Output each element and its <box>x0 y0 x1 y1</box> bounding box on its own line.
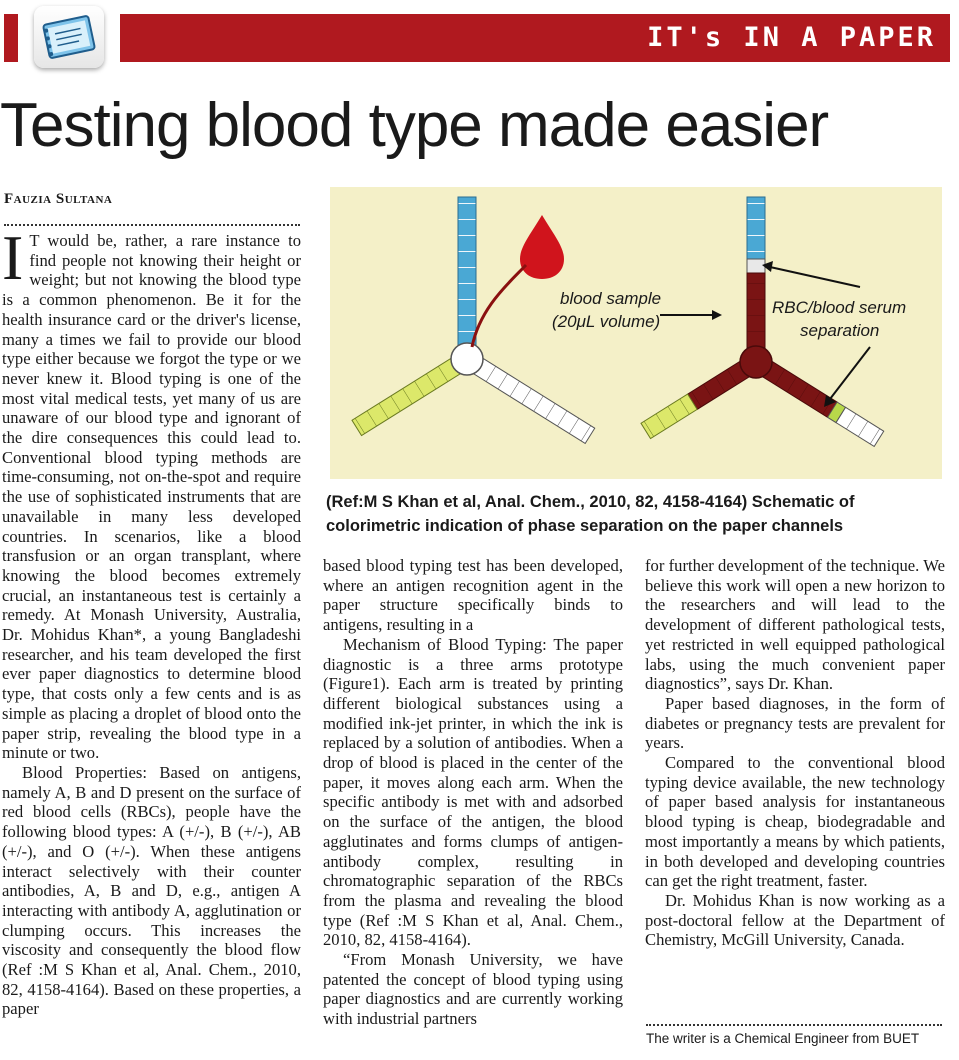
notebook-icon <box>34 6 104 68</box>
arrowhead-to-device <box>712 310 722 320</box>
blue-channel-right <box>747 197 765 259</box>
label-rbc-serum: RBC/blood serum <box>772 298 907 317</box>
sample-well <box>451 343 483 375</box>
label-blood-sample: blood sample <box>560 289 662 308</box>
blue-channel-left <box>458 197 476 355</box>
label-separation: separation <box>800 321 880 340</box>
col3-continuation: for further development of the technique. We believe this work will open a new horizon to the researchers and will lead to the development of different pathological tests, yet restricted in well equipped pathological labs, using the much convenient paper diagnostics”, says Dr. Khan. <box>645 556 945 694</box>
arrow-to-band <box>830 347 870 399</box>
article-title: Testing blood type made easier <box>0 91 829 160</box>
section-header-bar <box>120 14 950 62</box>
label-volume: (20μL volume) <box>552 312 661 331</box>
comparison-paragraph: Compared to the conventional blood typing device available, the new technology of paper based analysis for instantaneous blood typing is cheap, biodegradable and most importantly a means by which patients, in both developed and developing countries can get the right treatment, faster. <box>645 753 945 891</box>
blood-properties-paragraph: Blood Properties: Based on antigens, namely A, B and D present on the surface of red blood cells (RBCs), people have the following blood types: A (+/-), B (+/-), AB (+/-), and O (+/-). When these antigens interact selectively with their counter antibodies, A, B and D, e.g., antigen A interacting with antibody A, agglutination or clumping occurs. This increases the viscosity and consequently the blood flow (Ref :M S Khan et al, Anal. Chem., 2010, 82, 4158-4164). Based on these properties, a paper <box>2 762 301 1019</box>
article-column-1 <box>2 231 301 1051</box>
yellow-arm-right-device <box>641 394 697 438</box>
writer-note: The writer is a Chemical Engineer from BUET <box>646 1031 920 1046</box>
quote-paragraph: “From Monash University, we have patented the concept of blood typing using paper diagnostics and are currently working with industrial partners <box>323 950 623 1029</box>
arrow-to-serum <box>770 267 860 287</box>
filled-well <box>740 346 772 378</box>
header-left-accent-bar <box>4 14 18 62</box>
footer-divider <box>646 1024 942 1026</box>
article-column-3 <box>645 556 945 1016</box>
paper-diagnoses-paragraph: Paper based diagnoses, in the form of diabetes or pregnancy tests are prevalent for years. <box>645 693 945 753</box>
drop-arrow <box>472 265 526 347</box>
blood-typing-figure <box>330 187 942 479</box>
drop-cap: I <box>2 231 24 293</box>
author-update-paragraph: Dr. Mohidus Khan is now working as a post-doctoral fellow at the Department of Chemistry, McGill University, Canada. <box>645 890 945 950</box>
byline-divider <box>4 224 300 226</box>
white-arm-right-device <box>836 407 884 446</box>
blood-drop-icon <box>520 215 564 279</box>
intro-paragraph: I T would be, rather, a rare instance to find people not knowing their height or weight; but not knowing the blood type is a common phenomenon. Be it for the health insurance card or the driver's license, many a times we fail to provide our blood type either because we forgot the type or we never knew it. Blood typing is one of the most vital medical tests, yet many of us are unaware of our blood type and ignorant of the dire consequences this could lead to. Conventional blood typing methods are time-consuming, not on-the-spot and require the use of sophisticated instruments that are unavailable in many less developed countries. In scenarios, like a blood transfusion or an organ transplant, where knowing the blood becomes extremely crucial, an instantaneous test is certainly a remedy. At Monash University, Australia, Dr. Mohidus Khan*, a young Bangladeshi researcher, and his team developed the first ever paper diagnostics to determine blood type, that costs only a few cents and is as simple as placing a droplet of blood onto the paper strip, revealing the blood type in a minute or two. <box>2 231 301 763</box>
author-byline: Fauzia Sultana <box>4 191 113 207</box>
serum-band <box>747 259 765 273</box>
section-label: IT's IN A PAPER <box>647 22 936 53</box>
blood-channel-right <box>747 273 765 357</box>
figure-caption: (Ref:M S Khan et al, Anal. Chem., 2010, 82, 4158-4164) Schematic of colorimetric indication of phase separation on the paper channels <box>326 493 855 535</box>
mechanism-paragraph: Mechanism of Blood Typing: The paper diagnostic is a three arms prototype (Figure1). Each arm is treated by printing different biological substances using a modified ink-jet printer, in which the ink is replaced by a solution of antibodies. When a drop of blood is placed in the center of the paper, it moves along each arm. When the specific antibody is met with and adsorbed on the surface of the antigen, the blood agglutinates and forms clumps of antigen-antibody complex, resulting in chromatographic separation of the RBCs from the plasma and revealing the blood type (Ref :M S Khan et al, Anal. Chem., 2010, 82, 4158-4164). <box>323 634 623 950</box>
col2-continuation: based blood typing test has been developed, where an antigen recognition agent in the paper structure specifically binds to antigens, resulting in a <box>323 556 623 635</box>
article-column-2 <box>323 556 623 1048</box>
paper-channel-schematic <box>330 187 942 479</box>
